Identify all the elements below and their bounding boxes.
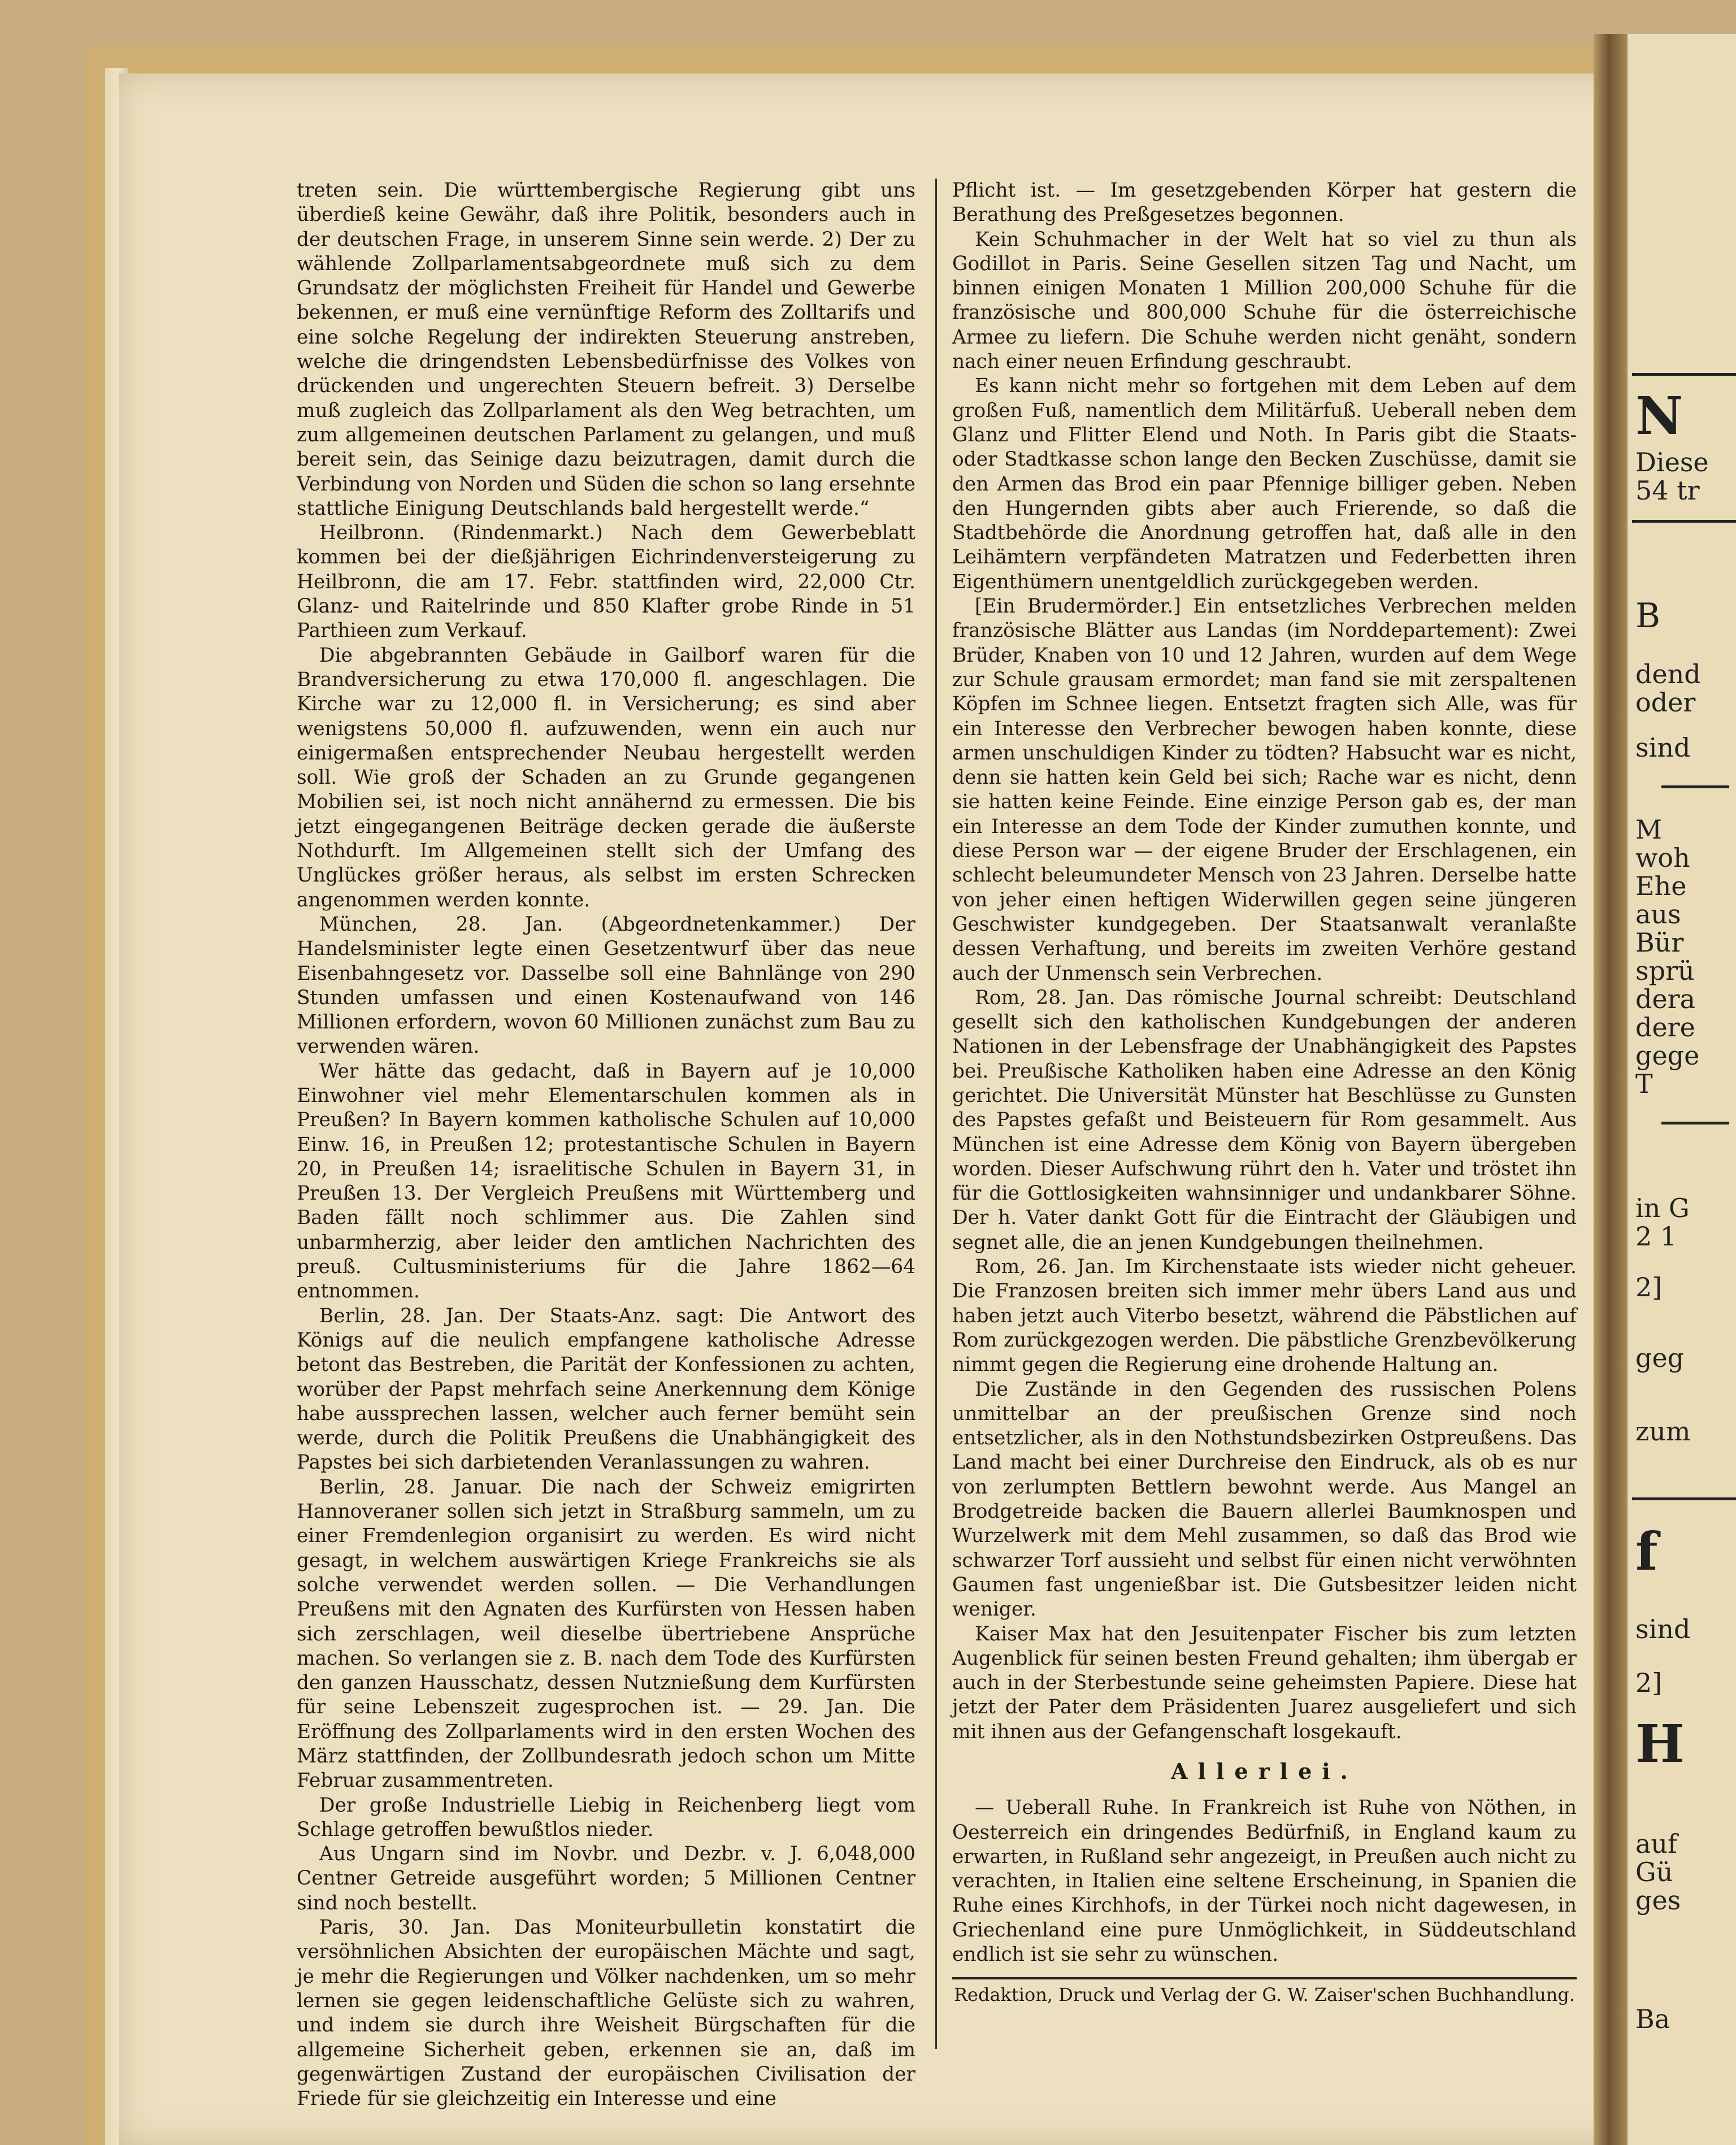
next-page-text: 2] [1635, 1272, 1663, 1302]
next-page-text: in G [1635, 1193, 1690, 1223]
paragraph: Berlin, 28. Jan. Der Staats-Anz. sagt: Die Antwort des Königs auf die neulich empfangene katholische Adresse betont das Bestreben, die Parität der Konfessionen zu achten, worüber der Papst mehrfach seine Anerkennung dem Könige habe aussprechen lassen, welcher auch ferner bemüht sein werde, durch die Politik Preußens die Unabhängigkeit des Papstes bei sich darbietenden Veranlassungen zu wahren. [297, 1304, 915, 1474]
next-page-text: sind [1635, 732, 1691, 763]
next-page-text: gege [1635, 1040, 1700, 1071]
next-page-text: B [1635, 596, 1661, 636]
divider [1632, 373, 1736, 376]
next-page-text: dere [1635, 1012, 1695, 1043]
column-divider [935, 179, 937, 2049]
next-page-text: H [1635, 1713, 1685, 1774]
next-page-text: aus [1635, 899, 1681, 930]
paragraph: [Ein Brudermörder.] Ein entsetzliches Verbrechen melden französische Blätter aus Landas (im Norddepartement): Zwei Brüder, Knaben von 10 und 12 Jahren, wurden auf dem Wege zur Schule grausam ermordet; man fand sie mit zerspaltenen Köpfen im Schnee liegen. Entsetzt fragten sich Alle, was für ein Interesse den Verbrecher bewogen haben konnte, diese armen unschuldigen Kinder zu tödten? Habsucht war es nicht, denn sie hatten kein Geld bei sich; Rache war es nicht, denn sie hatten keine Feinde. Eine einzige Person gab es, der man ein Interesse an dem Tode der Kinder zumuthen konnte, und diese Person war — der eigene Bruder der Erschlagenen, ein schlecht beleumundeter Mensch von 23 Jahren. Derselbe hatte von jeher einen heftigen Widerwillen gegen seine jüngeren Geschwister kundgegeben. Der Staatsanwalt veranlaßte dessen Verhaftung, und bereits im zweiten Verhöre gestand auch der Unmensch sein Verbrechen. [952, 595, 1577, 985]
next-page-text: Ehe [1635, 871, 1687, 901]
next-page-text: woh [1635, 843, 1690, 873]
left-column [297, 179, 915, 2111]
next-page-text: sind [1635, 1614, 1691, 1644]
next-page-text: oder [1635, 687, 1696, 718]
paragraph: Kein Schuhmacher in der Welt hat so viel zu thun als Godillot in Paris. Seine Gesellen sitzen Tag und Nacht, um binnen einigen Monaten 1 Million 200,000 Schuhe für die französische und 800,000 Schuhe für die österreichische Armee zu liefern. Die Schuhe werden nicht genäht, sondern nach einer neuen Erfindung geschraubt. [952, 228, 1577, 374]
next-page-text: geg [1635, 1343, 1685, 1373]
paragraph: Rom, 26. Jan. Im Kirchenstaate ists wieder nicht geheuer. Die Franzosen breiten sich immer mehr übers Land aus und haben jetzt auch Viterbo besetzt, während die Päbstlichen auf Rom zurückgezogen werden. Die päbstliche Grenzbevölkerung nimmt gegen die Regierung eine drohende Haltung an. [952, 1256, 1577, 1377]
next-page-text: sprü [1635, 956, 1695, 986]
divider [1632, 1497, 1736, 1500]
divider [1661, 785, 1729, 788]
imprint: Redaktion, Druck und Verlag der G. W. Zaiser'schen Buchhandlung. [953, 1984, 1576, 2006]
paragraph: Berlin, 28. Januar. Die nach der Schweiz emigrirten Hannoveraner sollen sich jetzt in Straßburg sammeln, um zu einer Fremdenlegion organisirt zu werden. Es wird nicht gesagt, in welchem auswärtigen Kriege Frankreichs sie als solche verwendet werden sollen. — Die Verhandlungen Preußens mit den Agnaten des Kurfürsten von Hessen haben sich zerschlagen, weil dieselbe übertriebene Ansprüche machen. So verlangen sie z. B. nach dem Tode des Kurfürsten den ganzen Hausschatz, dessen Nutznießung dem Kurfürsten für seine Lebenszeit zugesprochen ist. — 29. Jan. Die Eröffnung des Zollparlaments wird in den ersten Wochen des März stattfinden, der Zollbundesrath jedoch schon um Mitte Februar zusammentreten. [297, 1475, 915, 1792]
paragraph: Die abgebrannten Gebäude in Gailborf waren für die Brandversicherung zu etwa 170,000 fl. angeschlagen. Die Kirche war zu 12,000 fl. in Versicherung; es sind aber wenigstens 50,000 fl. aufzuwenden, wenn ein auch nur einigermaßen entsprechender Neubau hergestellt werden soll. Wie groß der Schaden an zu Grunde gegangenen Mobilien sei, ist noch nicht annähernd zu ermessen. Die bis jetzt eingegangenen Beiträge decken gerade die äußerste Nothdurft. Im Allgemeinen stellt sich der Umfang des Unglückes größer heraus, als selbst im ersten Schrecken angenommen werden konnte. [297, 644, 915, 911]
next-page-text: 2 1 [1635, 1221, 1677, 1252]
imprint-rule [952, 1977, 1577, 1979]
next-page-text: T [1635, 1069, 1653, 1099]
next-page-text: M [1635, 814, 1663, 845]
paragraph: — Ueberall Ruhe. In Frankreich ist Ruhe von Nöthen, in Oesterreich ein dringendes Bedürfniß, in England kaum zu erwarten, in Rußland sehr angezeigt, in Preußen auch nicht zu verachten, in Italien eine seltene Erscheinung, in Spanien die Ruhe eines Kirchhofs, in der Türkei noch nicht dagewesen, in Griechenland eine pure Unmöglichkeit, in Süddeutschland endlich ist sie sehr zu wünschen. [952, 1796, 1577, 1966]
divider [1632, 520, 1736, 523]
paragraph: Es kann nicht mehr so fortgehen mit dem Leben auf dem großen Fuß, namentlich dem Militärfuß. Ueberall neben dem Glanz und Flitter Elend und Noth. In Paris gibt die Staats- oder Stadtkasse schon lange den Becken Zuschüsse, damit sie den Armen das Brod ein paar Pfennige billiger geben. Neben den Hungernden gibts aber auch Frierende, so daß die Stadtbehörde die Anordnung getroffen hat, daß alle in den Leihämtern verpfändeten Matratzen und Federbetten ihren Eigenthümern unentgeldlich zurückgegeben werden. [952, 375, 1577, 593]
next-page-text: Bür [1635, 927, 1684, 958]
right-column [952, 179, 1577, 2008]
book-gutter [1594, 34, 1628, 2145]
divider [1661, 1122, 1729, 1124]
paragraph: Aus Ungarn sind im Novbr. und Dezbr. v. J. 6,048,000 Centner Getreide ausgeführt worden; 5 Millionen Centner sind noch bestellt. [297, 1843, 915, 1914]
next-page-text: 54 tr [1635, 475, 1700, 506]
paragraph: Paris, 30. Jan. Das Moniteurbulletin konstatirt die versöhnlichen Absichten der europäischen Mächte und sagt, je mehr die Regierungen und Völker nachdenken, um so mehr lernen sie gegen leidenschaftliche Gelüste sich zu wahren, und indem sie durch ihre Weisheit Bürgschaften für die allgemeine Sicherheit geben, erkennen sie an, daß im gegenwärtigen Zustand der europäischen Civilisation der Friede für sie gleichzeitig ein Interesse und eine [297, 1916, 915, 2111]
next-page-text: 2] [1635, 1668, 1663, 1698]
section-title: Allerlei. [1171, 1758, 1358, 1784]
next-page-text: f [1635, 1521, 1658, 1582]
paragraph: treten sein. Die württembergische Regierung gibt uns überdieß keine Gewähr, daß ihre Politik, besonders auch in der deutschen Frage, in unserem Sinne sein werde. 2) Der zu wählende Zollparlamentsabgeordnete muß sich zu dem Grundsatz der möglichsten Freiheit für Handel und Gewerbe bekennen, er muß eine vernünftige Reform des Zolltarifs und eine solche Regelung der indirekten Steuerung anstreben, welche die dringendsten Lebensbedürfnisse des Volkes von drückenden und ungerechten Steuern befreit. 3) Derselbe muß zugleich das Zollparlament als den Weg betrachten, um zum allgemeinen deutschen Parlament zu gelangen, und muß bereit sein, das Seinige dazu beizutragen, damit durch die Verbindung von Norden und Süden die schon so lang ersehnte stattliche Einigung Deutschlands bald hergestellt werde.“ [297, 179, 915, 520]
paragraph: Rom, 28. Jan. Das römische Journal schreibt: Deutschland gesellt sich den katholischen Kundgebungen der anderen Nationen in der Lebensfrage der Unabhängigkeit des Papstes bei. Preußische Katholiken haben eine Adresse an den König gerichtet. Die Universität Münster hat Beschlüsse zu Gunsten des Papstes gefaßt und Beisteuern für Rom gesammelt. Aus München ist eine Adresse dem König von Bayern übergeben worden. Dieser Aufschwung rührt den h. Vater und tröstet ihn für die Gottlosigkeiten wahnsinniger und undankbarer Söhne. Der h. Vater dankt Gott für die Eintracht der Gläubigen und segnet alle, die an jenen Kundgebungen theilnehmen. [952, 986, 1577, 1254]
next-page-edge [1628, 34, 1736, 2145]
next-page-text: auf [1635, 1829, 1678, 1859]
next-page-text: dend [1635, 659, 1701, 689]
next-page-text: Diese [1635, 447, 1709, 477]
paragraph: Pflicht ist. — Im gesetzgebenden Körper hat gestern die Berathung des Preßgesetzes begonnen. [952, 179, 1577, 227]
next-page-text: Ba [1635, 2004, 1670, 2034]
next-page-text: Gü [1635, 1857, 1673, 1887]
paragraph: München, 28. Jan. (Abgeordnetenkammer.) Der Handelsminister legte einen Gesetzentwurf über das neue Eisenbahngesetz vor. Dasselbe soll eine Bahnlänge von 290 Stunden umfassen und einen Kostenaufwand von 146 Millionen erfordern, wovon 60 Millionen zunächst zum Bau zu verwenden wären. [297, 913, 915, 1058]
paragraph: Die Zustände in den Gegenden des russischen Polens unmittelbar an der preußischen Grenze sind noch entsetzlicher, als in den Nothstundsbezirken Ostpreußens. Das Land macht bei einer Durchreise den Eindruck, als ob es nur von zerlumpten Bettlern bewohnt werde. Aus Mangel an Brodgetreide backen die Bauern allerlei Baumknospen und Wurzelwerk mit dem Mehl zusammen, so daß das Brod wie schwarzer Torf aussieht und selbst für einen nicht verwöhnten Gaumen fast ungenießbar ist. Die Gutsbesitzer leiden nicht weniger. [952, 1378, 1577, 1621]
paragraph: Kaiser Max hat den Jesuitenpater Fischer bis zum letzten Augenblick für seinen besten Freund gehalten; ihm übergab er auch in der Sterbestunde seine geheimsten Papiere. Diese hat jetzt der Pater dem Präsidenten Juarez ausgeliefert und sich mit ihnen aus der Gefangenschaft losgekauft. [952, 1622, 1577, 1743]
next-page-text: ges [1635, 1885, 1681, 1916]
next-page-text: N [1635, 385, 1683, 446]
paragraph: Der große Industrielle Liebig in Reichenberg liegt vom Schlage getroffen bewußtlos nieder. [297, 1794, 915, 1841]
next-page-text: dera [1635, 984, 1696, 1014]
paragraph: Heilbronn. (Rindenmarkt.) Nach dem Gewerbeblatt kommen bei der dießjährigen Eichrindenversteigerung zu Heilbronn, die am 17. Febr. stattfinden wird, 22,000 Ctr. Glanz- und Raitelrinde und 850 Klafter grobe Rinde in 51 Parthieen zum Verkauf. [297, 522, 915, 642]
paragraph: Wer hätte das gedacht, daß in Bayern auf je 10,000 Einwohner viel mehr Elementarschulen kommen als in Preußen? In Bayern kommen katholische Schulen auf 10,000 Einw. 16, in Preußen 12; protestantische Schulen in Bayern 20, in Preußen 14; israelitische Schulen in Bayern 31, in Preußen 13. Der Vergleich Preußens mit Württemberg und Baden fällt noch schlimmer aus. Die Zahlen sind unbarmherzig, aber leider den amtlichen Nachrichten des preuß. Cultusministeriums für die Jahre 1862—64 entnommen. [297, 1060, 915, 1303]
next-page-text: zum [1635, 1416, 1691, 1447]
